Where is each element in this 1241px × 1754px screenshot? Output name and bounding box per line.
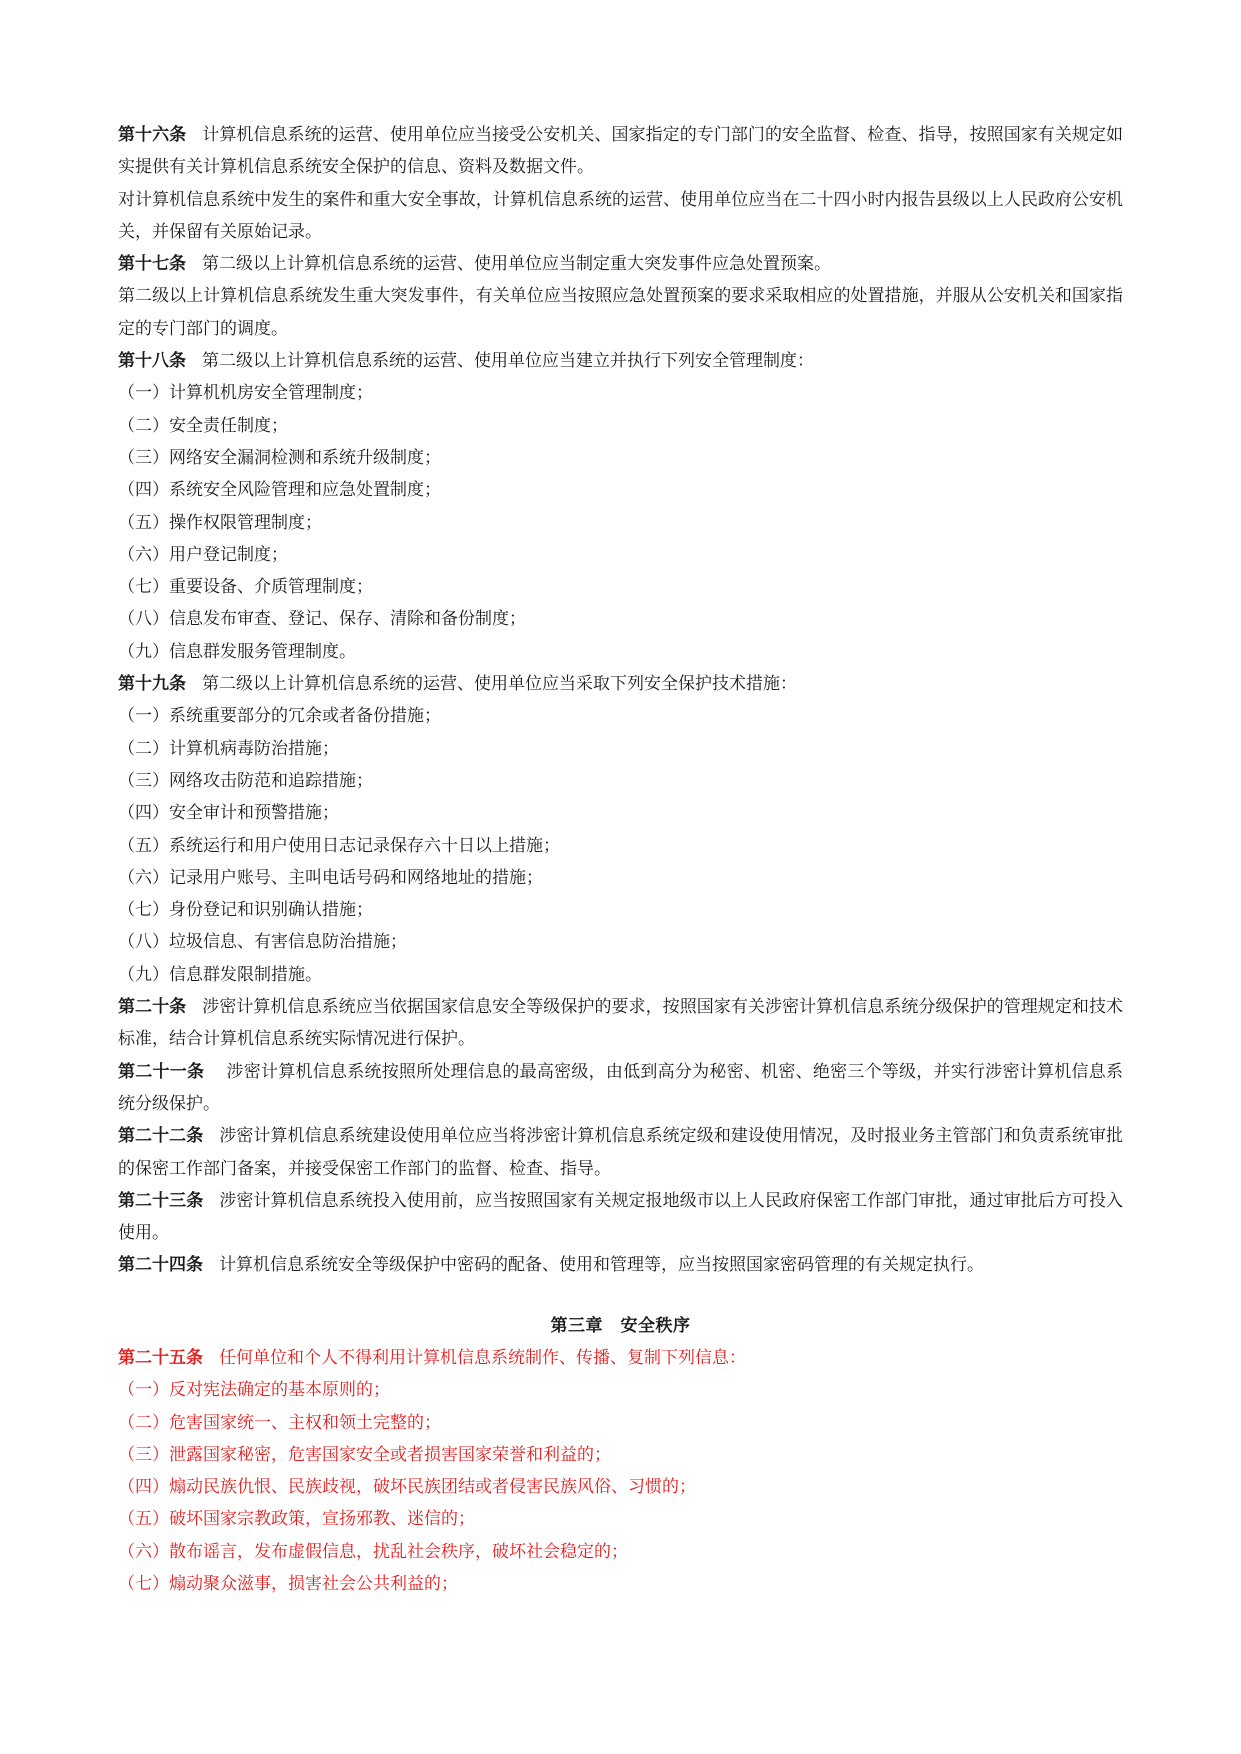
list-item: [118, 474, 1123, 506]
list-item: [118, 603, 1123, 635]
list-item: [118, 539, 1123, 571]
list-item: [118, 959, 1123, 991]
list-item-text: （二）计算机病毒防治措施；: [118, 738, 339, 759]
paragraph-text: 计算机信息系统的运营、使用单位应当接受公安机关、国家指定的专门部门的安全监督、检查、指导，按照国家有关规定如实提供有关计算机信息系统安全保护的信息、资料及数据文件。: [118, 125, 1124, 178]
list-item: [118, 765, 1123, 797]
article-number: 第十七条: [118, 254, 186, 275]
list-item-text: （八）垃圾信息、有害信息防治措施；: [118, 932, 407, 953]
list-item-text: （四）安全审计和预警措施；: [118, 803, 339, 824]
list-item: [118, 1407, 1123, 1439]
paragraph: [118, 1249, 1123, 1281]
paragraph-text: 第二级以上计算机信息系统的运营、使用单位应当建立并执行下列安全管理制度：: [202, 351, 814, 372]
red-section: [118, 1342, 1123, 1600]
list-item-text: （九）信息群发限制措施。: [118, 964, 322, 985]
paragraph-text: 任何单位和个人不得利用计算机信息系统制作、传播、复制下列信息：: [219, 1347, 746, 1368]
list-item-text: （五）破坏国家宗教政策，宣扬邪教、迷信的；: [118, 1509, 475, 1530]
article-number: 第二十一条: [118, 1061, 205, 1082]
paragraph: [118, 345, 1123, 377]
paragraph: [118, 668, 1123, 700]
list-item: [118, 733, 1123, 765]
paragraph-text: 涉密计算机信息系统建设使用单位应当将涉密计算机信息系统定级和建设使用情况，及时报业务主管部门和负责系统审批的保密工作部门备案，并接受保密工作部门的监督、检查、指导。: [118, 1126, 1124, 1179]
paragraph-text: 计算机信息系统安全等级保护中密码的配备、使用和管理等，应当按照国家密码管理的有关规定执行。: [219, 1255, 984, 1276]
paragraph-text: 涉密计算机信息系统应当依据国家信息安全等级保护的要求，按照国家有关涉密计算机信息系统分级保护的管理规定和技术标准，结合计算机信息系统实际情况进行保护。: [118, 997, 1124, 1050]
list-item: [118, 797, 1123, 829]
list-item-text: （一）计算机机房安全管理制度；: [118, 383, 373, 404]
list-item: [118, 862, 1123, 894]
paragraph: [118, 184, 1123, 249]
paragraph: [118, 1056, 1123, 1121]
list-item: [118, 1374, 1123, 1406]
paragraph: [118, 119, 1123, 184]
article-number: 第十六条: [118, 125, 187, 145]
paragraph: [118, 248, 1123, 280]
list-item: [118, 830, 1123, 862]
list-item-text: （三）网络攻击防范和追踪措施；: [118, 770, 373, 791]
list-item: [118, 507, 1123, 539]
list-item-text: （五）操作权限管理制度；: [118, 512, 322, 533]
list-item: [118, 1536, 1123, 1568]
list-item-text: （七）重要设备、介质管理制度；: [118, 577, 373, 598]
paragraph-text: 第二级以上计算机信息系统发生重大突发事件，有关单位应当按照应急处置预案的要求采取相应的处置措施，并服从公安机关和国家指定的专门部门的调度。: [118, 286, 1123, 339]
list-item: [118, 926, 1123, 958]
paragraph: [118, 280, 1123, 345]
list-item: [118, 700, 1123, 732]
article-number: 第二十五条: [118, 1347, 203, 1368]
list-item-text: （七）身份登记和识别确认措施；: [118, 900, 373, 921]
list-item-text: （四）煽动民族仇恨、民族歧视，破坏民族团结或者侵害民族风俗、习惯的；: [118, 1477, 696, 1498]
black-section: [118, 119, 1123, 1282]
list-item-text: （九）信息群发服务管理制度。: [118, 641, 356, 662]
list-item: [118, 1471, 1123, 1503]
paragraph: [118, 1342, 1123, 1374]
list-item-text: （六）用户登记制度；: [118, 544, 288, 565]
list-item: [118, 571, 1123, 603]
list-item: [118, 1439, 1123, 1471]
article-number: 第二十二条: [118, 1126, 204, 1147]
paragraph: [118, 1120, 1123, 1185]
article-number: 第二十四条: [118, 1255, 203, 1276]
list-item-text: （六）散布谣言，发布虚假信息，扰乱社会秩序，破坏社会稳定的；: [118, 1541, 628, 1562]
list-item: [118, 410, 1123, 442]
paragraph-text: 第二级以上计算机信息系统的运营、使用单位应当制定重大突发事件应急处置预案。: [202, 254, 831, 275]
article-number: 第十八条: [118, 351, 186, 372]
list-item: [118, 377, 1123, 409]
list-item-text: （二）危害国家统一、主权和领土完整的；: [118, 1412, 441, 1433]
list-item-text: （三）网络安全漏洞检测和系统升级制度；: [118, 447, 441, 468]
list-item-text: （一）系统重要部分的冗余或者备份措施；: [118, 706, 441, 727]
article-number: 第十九条: [118, 674, 186, 695]
list-item-text: （二）安全责任制度；: [118, 415, 288, 436]
paragraph-text: 对计算机信息系统中发生的案件和重大安全事故，计算机信息系统的运营、使用单位应当在二十四小时内报告县级以上人民政府公安机关，并保留有关原始记录。: [118, 189, 1123, 242]
list-item: [118, 1568, 1123, 1600]
paragraph-text: 涉密计算机信息系统投入使用前，应当按照国家有关规定报地级市以上人民政府保密工作部门审批，通过审批后方可投入使用。: [118, 1190, 1124, 1244]
list-item: [118, 1503, 1123, 1535]
paragraph-text: 涉密计算机信息系统按照所处理信息的最高密级，由低到高分为秘密、机密、绝密三个等级，并实行涉密计算机信息系统分级保护。: [118, 1061, 1124, 1114]
list-item-text: （五）系统运行和用户使用日志记录保存六十日以上措施；: [118, 835, 560, 856]
list-item-text: （七）煽动聚众滋事，损害社会公共利益的；: [118, 1574, 458, 1595]
list-item-text: （八）信息发布审查、登记、保存、清除和备份制度；: [118, 609, 526, 630]
list-item: [118, 442, 1123, 474]
list-item-text: （三）泄露国家秘密，危害国家安全或者损害国家荣誉和利益的；: [118, 1444, 611, 1465]
paragraph: [118, 991, 1123, 1056]
list-item: [118, 636, 1123, 668]
article-number: 第二十三条: [118, 1190, 204, 1211]
list-item-text: （四）系统安全风险管理和应急处置制度；: [118, 480, 441, 501]
list-item: [118, 894, 1123, 926]
article-number: 第二十条: [118, 997, 187, 1018]
paragraph-text: 第二级以上计算机信息系统的运营、使用单位应当采取下列安全保护技术措施：: [202, 674, 797, 695]
chapter-title: 第三章 安全秩序: [550, 1315, 691, 1336]
list-item-text: （六）记录用户账号、主叫电话号码和网络地址的措施；: [118, 867, 543, 888]
list-item-text: （一）反对宪法确定的基本原则的；: [118, 1380, 390, 1401]
paragraph: [118, 1185, 1123, 1250]
